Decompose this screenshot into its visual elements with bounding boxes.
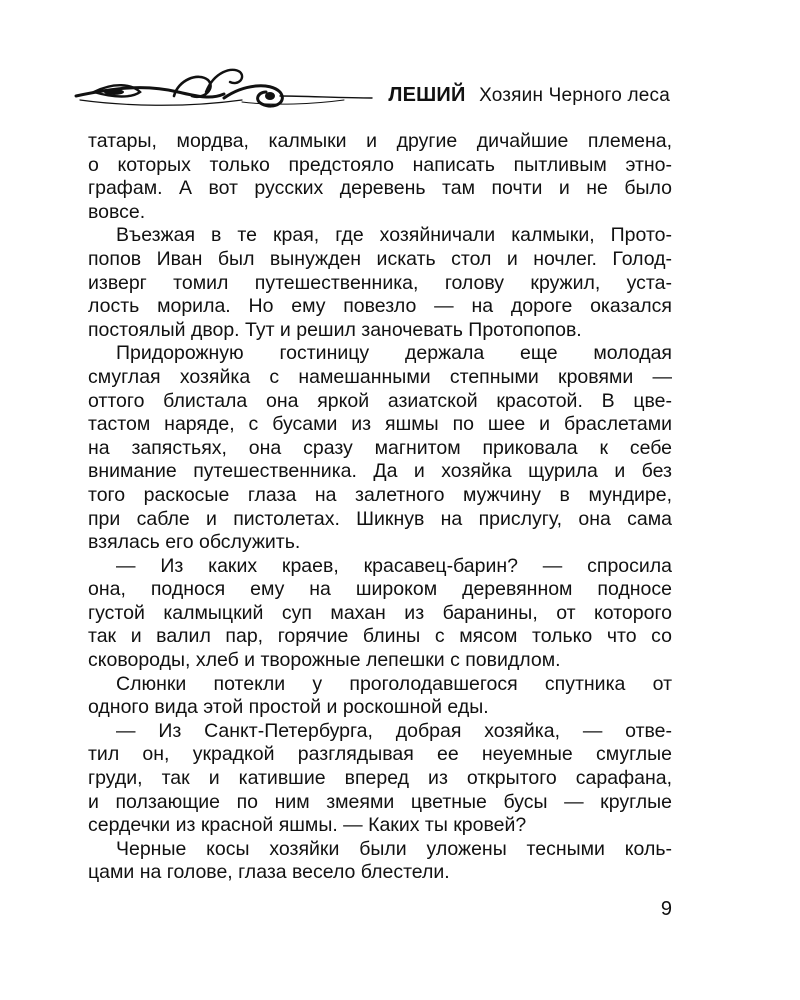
text-line: одного вида этой простой и роскошной еды. xyxy=(88,696,489,719)
text-line: и ползающие по ним змеями цветные бусы — круглые xyxy=(88,790,672,813)
page-number: 9 xyxy=(660,898,672,920)
text-line: на запястьях, она сразу магнитом приковала к себе xyxy=(88,436,672,459)
text-line: Въезжая в те края, где хозяйничали калмыки, Прото- xyxy=(116,224,672,247)
text-line: — Из каких краев, красавец-барин? — спросила xyxy=(116,554,672,577)
text-line: взялась его обслужить. xyxy=(88,531,301,554)
text-line: так и валил пар, горячие блины с мясом только что со xyxy=(88,625,672,648)
text-line: груди, так и катившие вперед из открытого сарафана, xyxy=(88,767,672,790)
text-line: она, поднося ему на широком деревянном подносе xyxy=(88,578,672,601)
text-line: при сабле и пистолетах. Шикнув на прислугу, она сама xyxy=(88,507,672,530)
text-line: тил он, украдкой разглядывая ее неуемные смуглые xyxy=(88,743,672,766)
text-line: постоялый двор. Тут и решил заночевать Протопопов. xyxy=(88,318,582,341)
text-line: Слюнки потекли у проголодавшегося спутника от xyxy=(116,672,672,695)
text-line: сковороды, хлеб и творожные лепешки с повидлом. xyxy=(88,649,561,672)
text-line: оттого блистала она яркой азиатской красотой. В цве- xyxy=(88,389,672,412)
running-head xyxy=(388,84,670,107)
text-line: Придорожную гостиницу держала еще молодая xyxy=(116,342,672,365)
text-line: смуглая хозяйка с намешанными степными кровями — xyxy=(88,365,672,388)
text-line: лость морила. Но ему повезло — на дороге оказался xyxy=(88,295,672,318)
body-text xyxy=(88,130,672,885)
text-line: вовсе. xyxy=(88,200,146,223)
text-line: сердечки из красной яшмы. — Каких ты кровей? xyxy=(88,814,527,837)
text-line: изверг томил путешественника, голову кружил, уста- xyxy=(88,271,672,294)
text-line: цами на голове, глаза весело блестели. xyxy=(88,861,450,884)
text-line: того раскосые глаза на залетного мужчину в мундире, xyxy=(88,483,672,506)
text-line: графам. А вот русских деревень там почти и не было xyxy=(88,177,672,200)
text-line: — Из Санкт-Петербурга, добрая хозяйка, — отве- xyxy=(116,719,672,742)
text-line: о которых только предстояло написать пытливым этно- xyxy=(88,153,672,176)
ornament-flourish xyxy=(74,62,374,114)
text-line: татары, мордва, калмыки и другие дичайшие племена, xyxy=(88,130,672,152)
text-line: попов Иван был вынужден искать стол и ночлег. Голод- xyxy=(88,247,672,270)
text-line: густой калмыцкий суп махан из баранины, от которого xyxy=(88,601,672,624)
text-line: тастом наряде, с бусами из яшмы по шее и браслетами xyxy=(88,413,672,436)
text-line: внимание путешественника. Да и хозяйка щурила и без xyxy=(88,460,672,483)
book-subtitle: Хозяин Черного леса xyxy=(479,85,670,106)
book-title: ЛЕШИЙ xyxy=(388,84,466,106)
text-line: Черные косы хозяйки были уложены тесными коль- xyxy=(116,837,672,860)
